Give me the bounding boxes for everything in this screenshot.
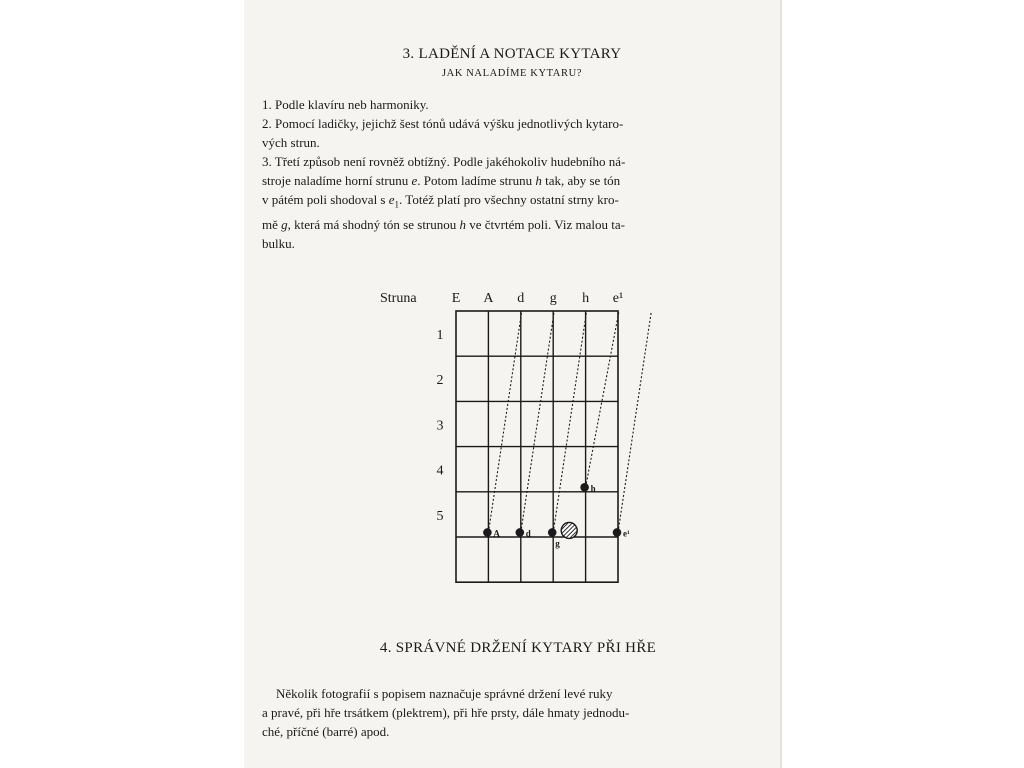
fret-dot-5 bbox=[613, 528, 622, 537]
tuning-guide-line-5 bbox=[618, 311, 651, 532]
string-name-2: A bbox=[483, 291, 494, 306]
fret-dot-label-3: g bbox=[555, 538, 560, 549]
fret-dot-label-5: e¹ bbox=[623, 528, 630, 539]
fret-number-3: 3 bbox=[436, 418, 444, 434]
holding-line-3: ché, příčné (barré) apod. bbox=[262, 724, 390, 739]
fret-dot-label-4: h bbox=[590, 483, 596, 494]
fret-number-5: 5 bbox=[436, 508, 444, 524]
fret-dot-2 bbox=[516, 528, 525, 537]
method-3-line-4: mě g, která má shodný tón se strunou h ve čtvrtém poli. Viz malou ta- bbox=[262, 216, 625, 232]
tuning-guide-line-4 bbox=[586, 311, 619, 487]
fret-number-1: 1 bbox=[436, 328, 444, 344]
tuning-guide-line-2 bbox=[521, 311, 554, 532]
string-header-label: Struna bbox=[380, 291, 417, 306]
method-3-line-1: 3. Třetí způsob není rovněž obtížný. Podle jakéhokoliv hudebního ná- bbox=[262, 154, 626, 169]
string-name-5: h bbox=[582, 291, 590, 306]
fret-number-2: 2 bbox=[436, 373, 444, 389]
section-3-subtitle: JAK NALADÍME KYTARU? bbox=[441, 68, 583, 79]
holding-line-2: a pravé, při hře trsátkem (plektrem), při hře prsty, dále hmaty jednodu- bbox=[262, 705, 630, 720]
string-name-3: d bbox=[517, 291, 525, 306]
method-1: 1. Podle klavíru neb harmoniky. bbox=[262, 97, 429, 112]
fret-dot-3 bbox=[548, 528, 557, 537]
string-name-6: e¹ bbox=[612, 291, 624, 306]
method-3-line-5: bulku. bbox=[262, 235, 295, 251]
fret-dot-label-2: d bbox=[525, 528, 531, 539]
string-name-1: E bbox=[451, 291, 461, 306]
fret-number-4: 4 bbox=[436, 463, 444, 479]
fret-dot-4 bbox=[580, 483, 589, 492]
method-3-line-3: v pátém poli shodoval s $e_1$. Totéž platí pro všechny ostatní strny kro- bbox=[262, 192, 619, 210]
section-3-title: 3. LADĚNÍ A NOTACE KYTARY bbox=[402, 46, 622, 62]
string-name-4: g bbox=[549, 291, 557, 306]
section-4-title: 4. SPRÁVNÉ DRŽENÍ KYTARY PŘI HŘE bbox=[379, 640, 657, 656]
reference-tone-dot bbox=[561, 522, 577, 538]
method-2-line-1: 2. Pomocí ladičky, jejichž šest tónů udává výšku jednotlivých kytaro- bbox=[262, 116, 624, 131]
fret-dot-1 bbox=[483, 528, 492, 537]
method-3-line-2: stroje naladíme horní strunu e. Potom ladíme strunu h tak, aby se tón bbox=[262, 173, 621, 188]
tuning-guide-line-3 bbox=[553, 311, 586, 532]
fret-dot-label-1: A bbox=[493, 528, 500, 539]
holding-guitar-text bbox=[262, 684, 774, 741]
holding-line-1: Několik fotografií s popisem naznačuje správné držení levé ruky bbox=[276, 686, 613, 701]
tuning-guide-line-1 bbox=[488, 311, 521, 532]
method-2-line-2: vých strun. bbox=[262, 135, 320, 150]
